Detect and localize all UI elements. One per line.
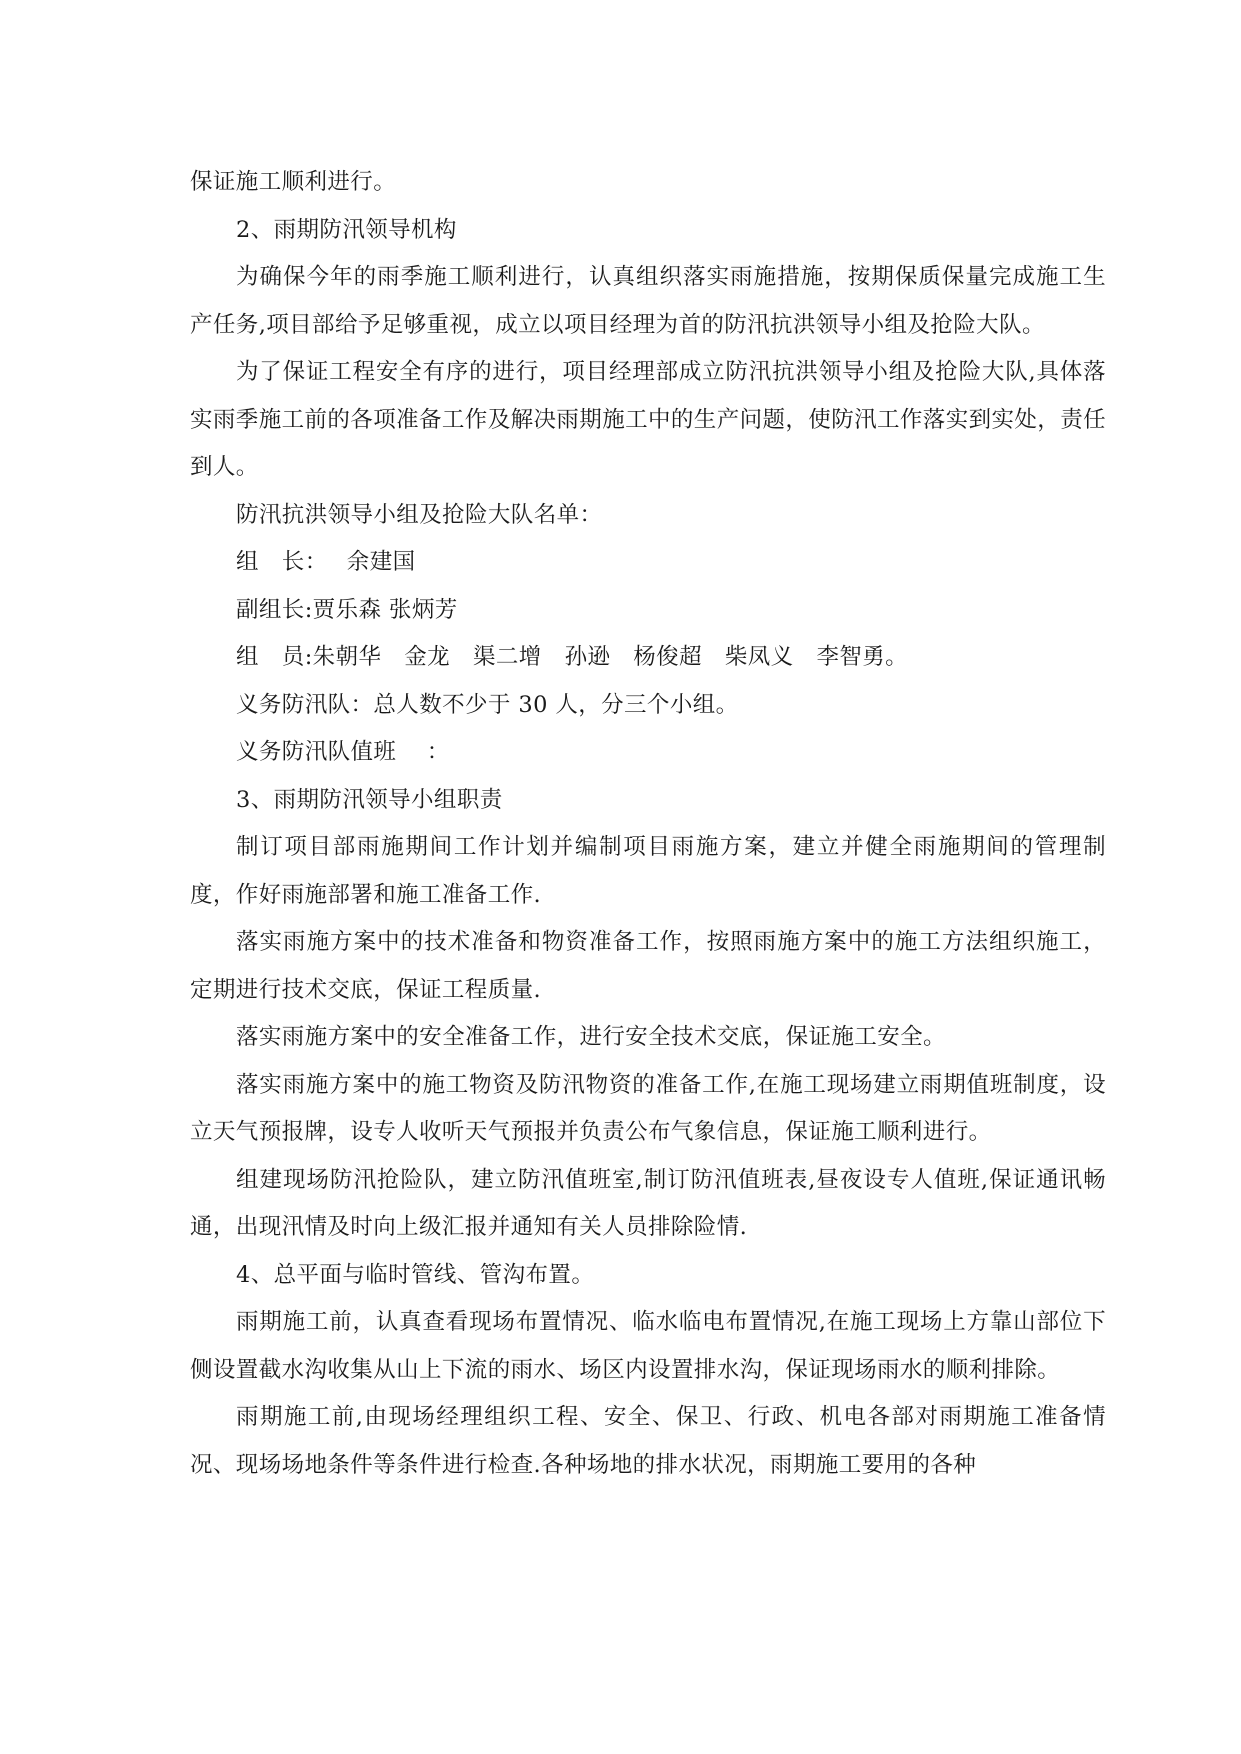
paragraph: 落实雨施方案中的技术准备和物资准备工作，按照雨施方案中的施工方法组织施工，定期进行技术交底，保证工程质量. (190, 929, 1106, 1003)
paragraph: 雨期施工前,由现场经理组织工程、安全、保卫、行政、机电各部对雨期施工准备情况、现场场地条件等条件进行检查.各种场地的排水状况，雨期施工要用的各种 (190, 1404, 1106, 1478)
paragraph: 落实雨施方案中的施工物资及防汛物资的准备工作,在施工现场建立雨期值班制度，设立天气预报牌，设专人收听天气预报并负责公布气象信息，保证施工顺利进行。 (190, 1071, 1106, 1145)
roster-deputy: 副组长:贾乐森 张炳芳 (236, 596, 458, 623)
paragraph: 制订项目部雨施期间工作计划并编制项目雨施方案，建立并健全雨施期间的管理制度，作好雨施部署和施工准备工作. (190, 834, 1106, 908)
paragraph: 雨期施工前，认真查看现场布置情况、临水临电布置情况,在施工现场上方靠山部位下侧设置截水沟收集从山上下流的雨水、场区内设置排水沟，保证现场雨水的顺利排除。 (190, 1309, 1106, 1383)
roster-volunteer-team: 义务防汛队：总人数不少于 30 人，分三个小组。 (236, 691, 739, 718)
roster-duty: 义务防汛队值班 ： (236, 739, 450, 765)
paragraph: 落实雨施方案中的安全准备工作，进行安全技术交底，保证施工安全。 (236, 1024, 946, 1050)
section-heading-4: 4、总平面与临时管线、管沟布置。 (236, 1261, 595, 1288)
roster-members: 组 员:朱朝华 金龙 渠二增 孙逊 杨俊超 柴凤义 李智勇。 (236, 644, 909, 670)
section-heading-2: 2、雨期防汛领导机构 (236, 216, 457, 243)
paragraph: 为确保今年的雨季施工顺利进行，认真组织落实雨施措施，按期保质保量完成施工生产任务,项目部给予足够重视，成立以项目经理为首的防汛抗洪领导小组及抢险大队。 (190, 264, 1106, 338)
paragraph: 组建现场防汛抢险队，建立防汛值班室,制订防汛值班表,昼夜设专人值班,保证通讯畅通，出现汛情及时向上级汇报并通知有关人员排除险情. (190, 1166, 1106, 1240)
section-heading-3: 3、雨期防汛领导小组职责 (236, 786, 503, 813)
paragraph-continuation: 保证施工顺利进行。 (190, 169, 397, 195)
roster-heading: 防汛抗洪领导小组及抢险大队名单： (236, 501, 603, 528)
document-body (190, 159, 1106, 1489)
roster-leader: 组 长： 余建国 (236, 549, 416, 575)
paragraph: 为了保证工程安全有序的进行，项目经理部成立防汛抗洪领导小组及抢险大队,具体落实雨季施工前的各项准备工作及解决雨期施工中的生产问题，使防汛工作落实到实处，责任到人。 (190, 359, 1107, 480)
